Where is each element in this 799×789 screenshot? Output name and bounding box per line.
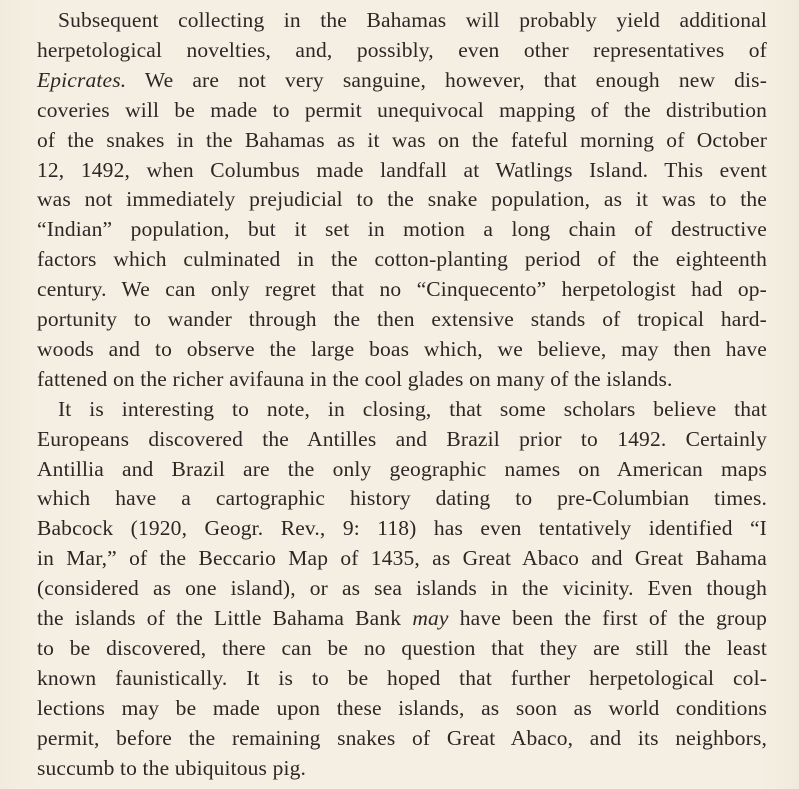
text-line: It is interesting to note, in closing, that some scholars believe that [58,396,767,421]
text-line: was not immediately prejudicial to the snake population, as it was to the [37,187,767,212]
text-line: herpetological novelties, and, possibly, even other representatives of [37,37,767,62]
text-line: century. We can only regret that no “Cinquecento” herpetologist had op- [37,277,767,302]
text-line: in Mar,” of the Beccario Map of 1435, as Great Abaco and Great Bahama [37,546,767,571]
italic-term: Epicrates. [37,67,127,92]
text-line: the islands of the Little Bahama Bank may have been the first of the group [37,606,767,630]
text-line: woods and to observe the large boas which, we believe, may then have [37,336,767,361]
text-line: “Indian” population, but it set in motion a long chain of destructive [37,217,767,242]
text-line: Europeans discovered the Antilles and Brazil prior to 1492. Certainly [37,426,767,451]
text-line: Babcock (1920, Geogr. Rev., 9: 118) has even tentatively identified “I [37,516,767,541]
text-line: 12, 1492, when Columbus made landfall at Watlings Island. This event [37,157,767,182]
text-line: of the snakes in the Bahamas as it was on the fateful morning of October [37,127,767,152]
text-line: Epicrates. We are not very sanguine, however, that enough new dis- [37,67,767,92]
text-line: succumb to the ubiquitous pig. [37,755,307,780]
italic-term: may [412,606,449,630]
text-line: which have a cartographic history dating to pre-Columbian times. [37,486,767,511]
text-line: known faunistically. It is to be hoped that further herpetological col- [37,665,767,690]
text-line: portunity to wander through the then extensive stands of tropical hard- [37,307,767,331]
text-line: coveries will be made to permit unequivocal mapping of the distribution [37,97,767,122]
text-line: to be discovered, there can be no question that they are still the least [37,635,767,660]
text-line: fattened on the richer avifauna in the cool glades on many of the islands. [37,366,673,391]
text-line: factors which culminated in the cotton-planting period of the eighteenth [37,247,767,272]
text-line: Subsequent collecting in the Bahamas will probably yield additional [58,8,767,32]
text-line: lections may be made upon these islands, as soon as world conditions [37,695,767,720]
text-line: permit, before the remaining snakes of Great Abaco, and its neighbors, [37,725,767,750]
text-line: (considered as one island), or as sea islands in the vicinity. Even though [37,576,767,601]
text-line: Antillia and Brazil are the only geographic names on American maps [37,456,767,481]
